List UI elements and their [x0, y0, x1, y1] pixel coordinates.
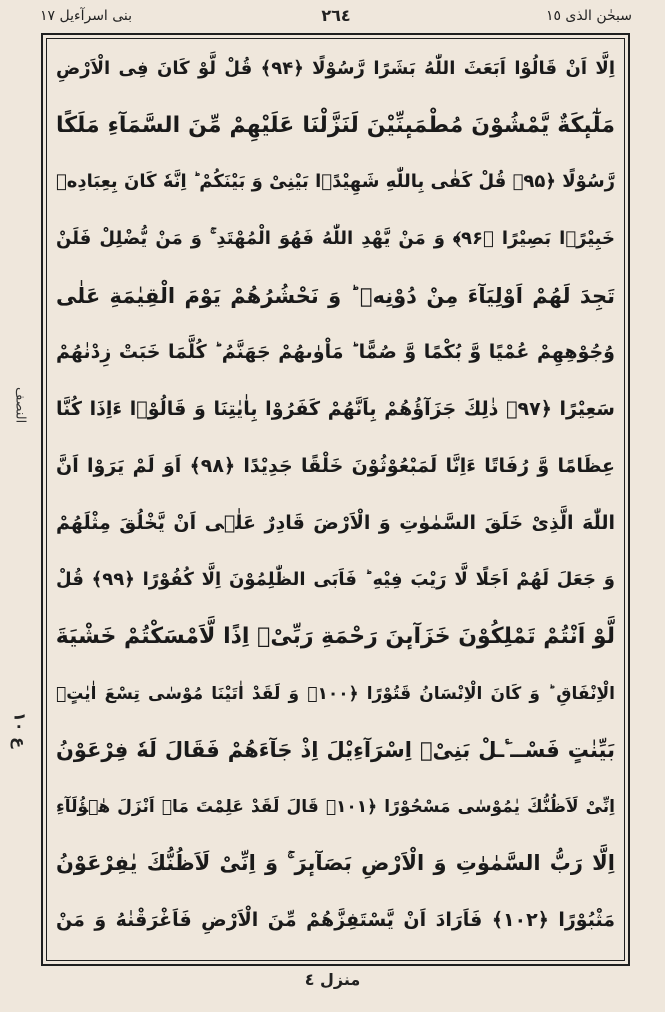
text-line-content: مَلٰٓىٕكَةٌ یَّمْشُوْنَ مُطْمَىٕنِّیْنَ لَنَزَّلْنَا عَلَیْهِمْ مِّنَ السَّمَآءِ مَلَكًا: [56, 112, 615, 138]
text-line-content: خَبِیْرًۢا بَصِیْرًا ﴿۹۶﴾ وَ مَنْ یَّهْدِ اللّٰهُ فَهُوَ الْمُهْتَدِ ۚ وَ مَنْ یُّضْلِلْ فَلَنْ: [56, 228, 615, 250]
margin-ruku-mark: ع ۱۰: [10, 711, 30, 749]
text-line-content: سَعِیْرًا ﴿۹۷﴾ ذٰلِكَ جَزَآؤُهُمْ بِاَنَّهُمْ كَفَرُوْا بِاٰیٰتِنَا وَ قَالُوْۤا ءَاِذَا كُنَّا: [56, 398, 615, 421]
text-line: [48, 494, 623, 551]
text-line-content: اللّٰهَ الَّذِیْ خَلَقَ السَّمٰوٰتِ وَ الْاَرْضَ قَادِرٌ عَلٰۤى اَنْ یَّخْلُقَ مِثْلَهُمْ: [56, 511, 615, 534]
text-line-content: تَجِدَ لَهُمْ اَوْلِیَآءَ مِنْ دُوْنِهٖ ؕ وَ نَحْشُرُهُمْ یَوْمَ الْقِیٰمَةِ عَلٰى: [56, 283, 615, 308]
text-line-content: لَّوْ اَنْتُمْ تَمْلِكُوْنَ خَزَآىٕنَ رَحْمَةِ رَبِّیْۤ اِذًا لَّاَمْسَكْتُمْ خَشْیَةَ: [55, 623, 615, 649]
text-line: [48, 722, 623, 779]
quran-text-block: [48, 40, 623, 959]
text-line: [48, 551, 623, 608]
text-line: [48, 97, 623, 154]
text-line: [48, 438, 623, 495]
page-header: [40, 6, 632, 28]
text-line: [48, 210, 623, 267]
margin-note-nisf: النصف: [12, 386, 28, 424]
text-line-content: مَثْبُوْرًا ﴿۱۰۲﴾ فَاَرَادَ اَنْ یَّسْتَفِزَّهُمْ مِّنَ الْاَرْضِ فَاَغْرَقْنٰهُ وَ مَنْ: [56, 909, 615, 932]
text-line: [48, 381, 623, 438]
text-line: [48, 608, 623, 665]
page-footer-manzil: منزل ٤: [304, 970, 361, 989]
text-line-content: عِظَامًا وَّ رُفَاتًا ءَاِنَّا لَمَبْعُوْثُوْنَ خَلْقًا جَدِیْدًا ﴿۹۸﴾ اَوَ لَمْ یَرَوْا اَنَّ: [56, 454, 615, 477]
surah-name-left: بنی اسرآءیل ١٧: [40, 8, 133, 24]
page-number: ٢٦٤: [321, 6, 351, 25]
text-line: [48, 324, 623, 381]
text-line: [48, 892, 623, 949]
text-line-content: وَ جَعَلَ لَهُمْ اَجَلًا لَّا رَیْبَ فِیْهِ ؕ فَاَبَى الظّٰلِمُوْنَ اِلَّا كُفُوْرًا ﴿۹۹﴾ قُلْ: [56, 569, 615, 591]
text-line-content: بَیِّنٰتٍ فَسْــٴَـلْ بَنِیْۤ اِسْرَآءِیْلَ اِذْ جَآءَهُمْ فَقَالَ لَهٗ فِرْعَوْنُ: [56, 737, 615, 762]
text-line: [48, 835, 623, 892]
text-line: [48, 40, 623, 97]
text-line: [48, 154, 623, 211]
text-line: [48, 267, 623, 324]
text-line-content: رَّسُوْلًا ﴿۹۵﴾ قُلْ كَفٰى بِاللّٰهِ شَهِیْدًۢا بَیْنِیْ وَ بَیْنَكُمْ ؕ اِنَّهٗ كَانَ بِعِبَادِهٖ: [56, 171, 616, 193]
text-line-content: وُجُوْهِهِمْ عُمْیًا وَّ بُكْمًا وَّ صُمًّا ؕ مَاْوٰىهُمْ جَهَنَّمُ ؕ كُلَّمَا خَبَتْ زِدْنٰهُمْ: [56, 341, 615, 364]
text-line-content: الْاِنْفَاقِ ؕ وَ كَانَ الْاِنْسَانُ قَتُوْرًا ﴿۱۰۰﴾ وَ لَقَدْ اٰتَیْنَا مُوْسٰى تِسْعَ اٰیٰتٍۭ: [56, 683, 615, 704]
text-line: [48, 778, 623, 835]
text-line: [48, 665, 623, 722]
juz-name-right: سبحٰن الذی ١٥: [545, 8, 632, 24]
text-line-content: اِنِّیْ لَاَظُنُّكَ یٰمُوْسٰى مَسْحُوْرًا ﴿۱۰۱﴾ قَالَ لَقَدْ عَلِمْتَ مَاۤ اَنْزَلَ هٰۤؤُلَآءِ: [56, 797, 615, 818]
text-line-content: اِلَّا اَنْ قَالُوْا اَبَعَثَ اللّٰهُ بَشَرًا رَّسُوْلًا ﴿۹۴﴾ قُلْ لَّوْ كَانَ فِی الْاَرْضِ: [56, 57, 615, 79]
text-line-content: اِلَّا رَبُّ السَّمٰوٰتِ وَ الْاَرْضِ بَصَآىٕرَ ۚ وَ اِنِّیْ لَاَظُنُّكَ یٰفِرْعَوْنُ: [56, 851, 615, 876]
